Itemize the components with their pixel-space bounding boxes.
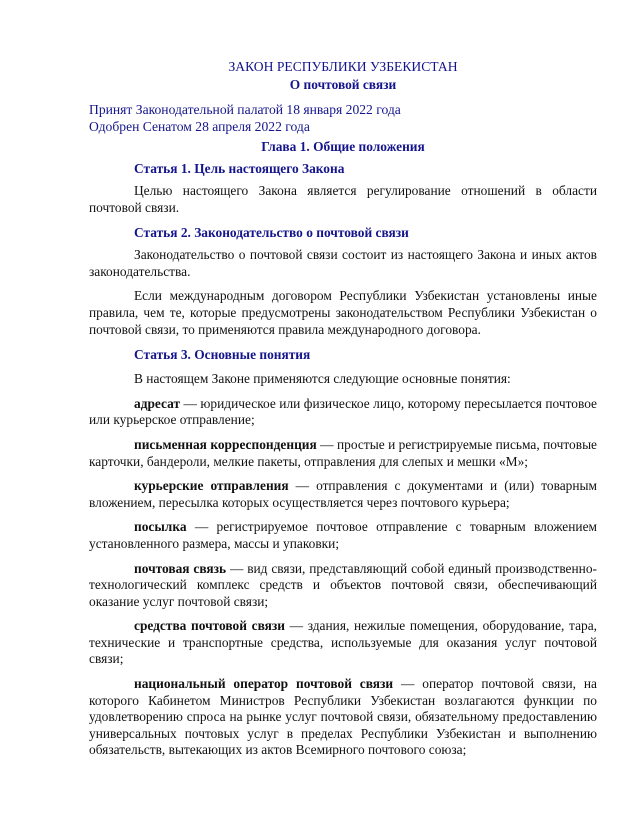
law-subtitle: О почтовой связи bbox=[289, 77, 397, 92]
adoption-info bbox=[89, 101, 597, 135]
article-1-paragraph: Целью настоящего Закона является регулирование отношений в области почтовой связи. bbox=[89, 183, 597, 215]
definition-term: курьерские отправления bbox=[134, 478, 289, 494]
definition-term: почтовая связь bbox=[134, 560, 227, 576]
definition-term: средства почтовой связи bbox=[134, 618, 285, 634]
definition-postal-means bbox=[89, 618, 597, 668]
definition-term: посылка bbox=[134, 519, 187, 535]
definition-written-correspondence bbox=[89, 437, 597, 470]
article-2-paragraph-1: Законодательство о почтовой связи состоит из настоящего Закона и иных актов законодательства. bbox=[89, 247, 597, 279]
article-2-heading: Статья 2. Законодательство о почтовой связи bbox=[134, 225, 409, 241]
definition-national-operator bbox=[89, 676, 597, 759]
law-title: ЗАКОН РЕСПУБЛИКИ УЗБЕКИСТАН bbox=[228, 59, 458, 74]
article-3-heading: Статья 3. Основные понятия bbox=[134, 347, 311, 363]
definition-term: национальный оператор почтовой связи bbox=[134, 676, 394, 692]
definition-text: — юридическое или физическое лицо, которому пересылается почтовое или курьерское отправление; bbox=[89, 395, 597, 428]
definition-text: — простые и регистрируемые письма, почтовые карточки, бандероли, мелкие пакеты, отправления для слепых и мешки «М»; bbox=[89, 436, 598, 469]
approved-line: Одобрен Сенатом 28 апреля 2022 года bbox=[89, 119, 310, 134]
article-2-paragraph-2: Если международным договором Республики Узбекистан установлены иные правила, чем те, которые предусмотрены законодательством Республики Узбекистан о почтовой связи, то применяются правила международного договора. bbox=[89, 288, 597, 337]
definition-text: — вид связи, представляющий собой единый производственно-технологический комплекс средств и объектов почтовой связи, обеспечивающий оказание услуг почтовой связи; bbox=[89, 560, 597, 609]
document-page bbox=[89, 58, 597, 759]
definition-text: — регистрируемое почтовое отправление с товарным вложением установленного размера, массы и упаковки; bbox=[89, 519, 597, 551]
definition-term: адресат bbox=[134, 395, 181, 411]
adopted-line: Принят Законодательной палатой 18 января 2022 года bbox=[89, 102, 401, 117]
definition-text: — отправления с документами и (или) товарным вложением, пересылка которых осуществляется через почтового курьера; bbox=[89, 478, 597, 510]
definition-postal-communication bbox=[89, 561, 597, 611]
article-1-heading: Статья 1. Цель настоящего Закона bbox=[134, 161, 345, 176]
definition-text: — оператор почтовой связи, на которого Кабинетом Министров Республики Узбекистан возлагаются функции по удовлетворению спроса на рынке услуг почтовой связи, обязательному предоставлению универсальных почтовых услуг в пределах Республики Узбекистан и выполнению обязательств, вытекающих из актов Всемирного почтового союза; bbox=[89, 676, 597, 758]
definition-term: письменная корреспонденция bbox=[134, 436, 317, 452]
definition-courier-shipments bbox=[89, 478, 597, 511]
definition-text: — здания, нежилые помещения, оборудование, тара, технические и транспортные средства, используемые для оказания услуг почтовой связи; bbox=[89, 618, 597, 667]
chapter-heading: Глава 1. Общие положения bbox=[261, 139, 425, 154]
definition-parcel bbox=[89, 519, 597, 552]
article-3-intro: В настоящем Законе применяются следующие основные понятия: bbox=[134, 371, 511, 387]
definition-addressee bbox=[89, 396, 597, 429]
